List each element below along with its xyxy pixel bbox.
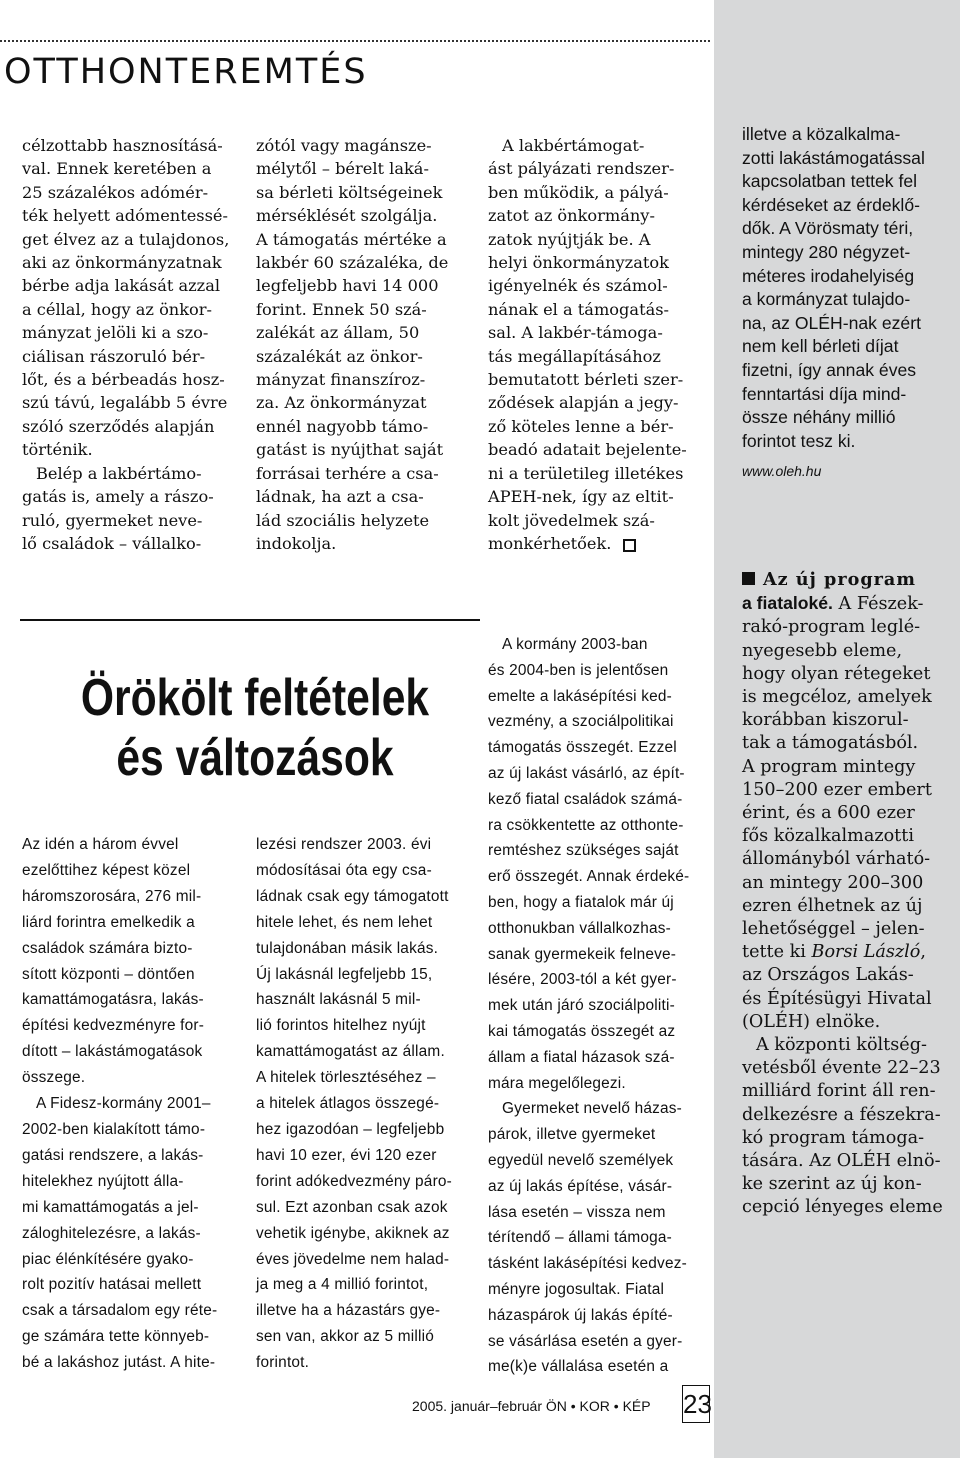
article-line: csak a társadalom egy réte- bbox=[22, 1302, 218, 1320]
article-line: 2002-ben kialakított támo- bbox=[22, 1120, 206, 1138]
article-line: Belép a lakbértámo- bbox=[36, 463, 202, 483]
article-line: ennél nagyobb támo- bbox=[256, 416, 429, 436]
article-line: Gyermeket nevelő házas- bbox=[502, 1100, 682, 1118]
article-line: forintot. bbox=[256, 1354, 310, 1372]
sidebar-line: 150–200 ezer embert bbox=[742, 779, 932, 800]
article-line: zatot az önkormány- bbox=[488, 206, 655, 226]
article-line: bérbe adja lakását azzal bbox=[22, 276, 221, 296]
article-line: sanak gyermekeik felneve- bbox=[488, 945, 677, 963]
sidebar-line: fenntartási díja mind- bbox=[742, 383, 907, 404]
article-line: ben működik, a pályá- bbox=[488, 182, 669, 202]
article-line: egyedül nevelő személyek bbox=[488, 1151, 674, 1169]
sidebar-line: korábban kiszorul- bbox=[742, 710, 909, 731]
sidebar-column-bottom bbox=[742, 568, 956, 1220]
article-line: tás megállapításához bbox=[488, 346, 661, 366]
article-line: APEH-nek, így az eltit- bbox=[488, 487, 674, 507]
sidebar-name-line bbox=[742, 941, 956, 964]
sidebar-line: fős közalkalmazotti bbox=[742, 826, 914, 847]
article-line: összege. bbox=[22, 1069, 86, 1087]
article-line: A lakbértámogat- bbox=[502, 136, 645, 155]
sidebar-line: ezren élhetnek az új bbox=[742, 895, 923, 916]
article-line: sított központi – döntően bbox=[22, 965, 195, 983]
sidebar-line: és Építésügyi Hivatal bbox=[742, 988, 932, 1009]
sidebar-line: is megcéloz, amelyek bbox=[742, 687, 932, 708]
article-line: éves jövedelme nem halad- bbox=[256, 1250, 450, 1268]
article-column-1-top bbox=[22, 134, 232, 555]
article-line: ben, hogy a fiatalok már új bbox=[488, 893, 674, 911]
sidebar-line: tására. Az OLÉH elnö- bbox=[742, 1151, 941, 1172]
article-line: és 2004-ben is jelentősen bbox=[488, 661, 669, 679]
end-of-article-square-icon bbox=[623, 539, 636, 552]
sidebar-subhead-line-2 bbox=[742, 592, 956, 616]
sidebar-line: milliárd forint áll ren- bbox=[742, 1081, 936, 1102]
article-line: helyi önkormányzatok bbox=[488, 253, 669, 273]
sidebar-subhead: Az új program bbox=[763, 569, 916, 590]
sidebar-line: vetésből évente 22–23 bbox=[742, 1058, 941, 1079]
article-line: hitelekhez nyújtott állа- bbox=[22, 1172, 184, 1190]
sidebar-line: zotti lakástámogatással bbox=[742, 147, 925, 168]
sidebar-line: állományból várható- bbox=[742, 849, 931, 870]
article-line: sa bérleti költségeinek bbox=[256, 182, 443, 202]
sidebar-line: kó program támoga- bbox=[742, 1127, 925, 1148]
article-line: ja meg a 4 millió forintot, bbox=[256, 1276, 429, 1294]
sidebar-line: kérdéseket az érdeklő- bbox=[742, 194, 920, 215]
sidebar-line: forintot tesz ki. bbox=[742, 430, 856, 451]
sidebar-line: delkezésre a fészekra- bbox=[742, 1104, 941, 1125]
article-line: se vásárlása esetén a gyer- bbox=[488, 1332, 683, 1350]
article-line: monkérhetőek. bbox=[488, 533, 612, 553]
article-line: bé a lakáshoz jutást. A hite- bbox=[22, 1354, 216, 1372]
article-line: igényelnék és számol- bbox=[488, 276, 668, 296]
article-line: kamattámogatást az állam. bbox=[256, 1043, 445, 1061]
article-line: gatás is, amely a rászo- bbox=[22, 487, 214, 507]
article-line: zatok nyújtják be. A bbox=[488, 229, 651, 249]
article-line: házaspárok új lakás építé- bbox=[488, 1306, 673, 1324]
article-line: párok, illetve gyermeket bbox=[488, 1126, 656, 1144]
headline-rule bbox=[20, 619, 480, 621]
article-column-1-bottom bbox=[22, 832, 234, 1376]
article-line: záloghitelezésre, a lakás- bbox=[22, 1224, 201, 1242]
article-line: ményre jogosultak. Fiatal bbox=[488, 1280, 665, 1298]
article-line: forint. Ennek 50 szá- bbox=[256, 299, 427, 319]
article-line: százalékát az önkor- bbox=[256, 346, 423, 366]
article-line: val. Ennek keretében a bbox=[22, 159, 212, 179]
sidebar-line: ke szerint az új kon- bbox=[742, 1174, 922, 1195]
article-line: az új lakást vásárló, az épít- bbox=[488, 764, 685, 782]
article-line: lió forintos hitelhez nyújt bbox=[256, 1017, 426, 1035]
sidebar-line: kapcsolatban tettek fel bbox=[742, 171, 918, 192]
article-line: remtéshez szükséges saját bbox=[488, 842, 679, 860]
article-line: ciálisan rászoruló bér- bbox=[22, 346, 206, 366]
article-line: módosításai óta egy csa- bbox=[256, 861, 432, 879]
article-line: ződések alapján a jegy- bbox=[488, 393, 679, 413]
sidebar-name-post: , bbox=[920, 942, 926, 963]
article-line: sal. A lakbér-támoga- bbox=[488, 323, 663, 343]
sidebar-line: érint, és a 600 ezer bbox=[742, 803, 915, 824]
article-line: mányzat jelöli ki a szo- bbox=[22, 323, 209, 343]
article-line: aki az önkormányzatnak bbox=[22, 253, 222, 273]
sidebar-line: A program mintegy bbox=[742, 756, 916, 777]
article-line: kai támogatás összegét az bbox=[488, 1022, 676, 1040]
sidebar-line: a kormányzat tulajdo- bbox=[742, 289, 911, 310]
article-line: bemutatott bérleti szer- bbox=[488, 370, 684, 390]
sidebar-line: A központi költség- bbox=[756, 1035, 927, 1056]
article-line: mára megelőlegezi. bbox=[488, 1074, 626, 1092]
article-line: mélytől – bérelt laká- bbox=[256, 159, 429, 179]
article-line: mányzat finanszíroz- bbox=[256, 370, 426, 390]
article-line: szú távú, legalább 5 évre bbox=[22, 393, 228, 413]
article-line: illetve ha a házastárs gye- bbox=[256, 1302, 441, 1320]
article-line: ezelőttihez képest közel bbox=[22, 861, 191, 879]
article-line: szóló szerződés alapján bbox=[22, 416, 215, 436]
sidebar-line: az Országos Lakás- bbox=[742, 965, 914, 986]
article-line: tulajdonában másik lakás. bbox=[256, 939, 439, 957]
article-line: vezmény, a szociálpolitikai bbox=[488, 713, 674, 731]
article-line: sen van, akkor az 5 millió bbox=[256, 1328, 434, 1346]
article-line: indokolja. bbox=[256, 533, 337, 553]
article-line: lása esetén – vissza nem bbox=[488, 1203, 666, 1221]
footer-text: 2005. január–február ÖN • KOR • KÉP bbox=[412, 1398, 651, 1414]
article-line: za. Az önkormányzat bbox=[256, 393, 427, 413]
article-line: A támogatás mértéke a bbox=[256, 229, 447, 249]
article-line: me(k)e vállalása esetén a bbox=[488, 1358, 669, 1376]
article-line: ást pályázati rendszer- bbox=[488, 159, 675, 179]
article-line: get élvez az a tulajdonos, bbox=[22, 229, 230, 249]
article-line: Az idén a három évvel bbox=[22, 836, 179, 853]
article-line: mérséklését szolgálja. bbox=[256, 206, 438, 226]
article-line: tásként lakásépítési kedvez- bbox=[488, 1255, 687, 1273]
article-column-3-bottom bbox=[488, 632, 704, 1380]
sidebar-line: tak a támogatásból. bbox=[742, 733, 919, 754]
article-line: hez igazodóan – legfeljebb bbox=[256, 1120, 445, 1138]
article-line: háromszorosára, 276 mil- bbox=[22, 887, 202, 905]
sidebar-subhead-line bbox=[742, 568, 956, 592]
sidebar-line: lehetőséggel – jelen- bbox=[742, 919, 925, 940]
sidebar-line: illetve a közalkalma- bbox=[742, 124, 901, 144]
page-number: 23 bbox=[682, 1385, 710, 1423]
article-line: térítendő – állami támoga- bbox=[488, 1229, 672, 1247]
article-line: történik. bbox=[22, 440, 93, 460]
article-line: lésére, 2003-tól a két gyer- bbox=[488, 971, 677, 989]
article-line: Új lakásnál legfeljebb 15, bbox=[256, 965, 433, 983]
article-line: zalékát az állam, 50 bbox=[256, 323, 420, 343]
article-line: a céllal, hogy az önkor- bbox=[22, 299, 212, 319]
article-line: forint adókedvezmény páro- bbox=[256, 1172, 452, 1190]
sidebar-line: össze néhány millió bbox=[742, 407, 896, 428]
article-line: erő összegét. Annak érdeké- bbox=[488, 868, 690, 886]
article-line: a hitelek átlagos összegé- bbox=[256, 1095, 440, 1113]
article-line: lezési rendszer 2003. évi bbox=[256, 836, 432, 853]
article-line: emelte a lakásépítési ked- bbox=[488, 687, 672, 705]
sidebar-line: rakó-program leglé- bbox=[742, 617, 921, 638]
article-line: ni a területileg illetékes bbox=[488, 463, 684, 483]
article-line: ládnak csak egy támogatott bbox=[256, 887, 449, 905]
section-title: OTTHONTEREMTÉS bbox=[4, 52, 368, 92]
sidebar-line: cepció lényeges eleme bbox=[742, 1197, 943, 1218]
article-line: 25 százalékos adómér- bbox=[22, 182, 209, 202]
article-line: otthonukban vállalkozhas- bbox=[488, 919, 671, 937]
article-line: dított – lakástámogatások bbox=[22, 1043, 203, 1061]
article-line: célzottabb hasznosításá- bbox=[22, 136, 223, 155]
article-line: kolt jövedelmek szá- bbox=[488, 510, 655, 530]
sidebar-line: nyegesebb eleme, bbox=[742, 640, 903, 661]
sidebar-name-pre: tette ki bbox=[742, 942, 812, 963]
article-line: A hitelek törlesztéséhez – bbox=[256, 1069, 436, 1087]
sidebar-line: an mintegy 200–300 bbox=[742, 872, 924, 893]
dotted-separator bbox=[0, 40, 710, 42]
person-name: Borsi László bbox=[811, 942, 921, 963]
article-headline bbox=[62, 668, 447, 788]
article-line: rolt pozitív hatásai mellett bbox=[22, 1276, 202, 1294]
article-line: mek után járó szociálpoliti- bbox=[488, 997, 675, 1015]
article-line: családok számára bizto- bbox=[22, 939, 193, 957]
article-line: zótól vagy magánsze- bbox=[256, 136, 432, 155]
article-line: mi kamattámogatás a jel- bbox=[22, 1198, 199, 1216]
sidebar-first-text: A Fészek- bbox=[832, 594, 924, 615]
sidebar-line: hogy olyan rétegeket bbox=[742, 663, 931, 684]
article-line: beadó adatait bejelente- bbox=[488, 440, 687, 460]
sidebar-subhead-2: a fiataloké. bbox=[742, 593, 833, 614]
article-line: lád szociális helyzete bbox=[256, 510, 430, 530]
sidebar-line: mintegy 280 négyzet- bbox=[742, 241, 911, 262]
article-line: ték helyett adómentessé- bbox=[22, 206, 228, 226]
article-line: ző köteles lenne a bér- bbox=[488, 416, 674, 436]
article-line: ra csökkentette az otthonte- bbox=[488, 816, 684, 834]
article-line: havi 10 ezer, évi 120 ezer bbox=[256, 1146, 437, 1164]
article-line: vehetik igénybe, akiknek az bbox=[256, 1224, 450, 1242]
article-line: liárd forintra emelkedik a bbox=[22, 913, 195, 931]
sidebar-line: nem kell bérleti díjat bbox=[742, 336, 899, 357]
sidebar-column-top bbox=[742, 123, 956, 484]
sidebar-line: na, az OLÉH-nak ezért bbox=[742, 312, 921, 333]
article-line: lő családok – vállalko- bbox=[22, 533, 202, 553]
article-column-2-bottom bbox=[256, 832, 471, 1376]
article-column-2-top bbox=[256, 134, 471, 555]
article-line: kamattámogatásra, lakás- bbox=[22, 991, 204, 1009]
article-line: ruló, gyermeket neve- bbox=[22, 510, 203, 530]
sidebar-line: (OLÉH) elnöke. bbox=[742, 1011, 881, 1032]
article-line: ládnak, ha azt a csa- bbox=[256, 487, 424, 507]
article-line: állam a fiatal házasok szá- bbox=[488, 1048, 675, 1066]
article-line: építési kedvezményre for- bbox=[22, 1017, 205, 1035]
article-line: A Fidesz-kormány 2001– bbox=[36, 1095, 211, 1113]
headline-line-1: Örökölt feltételek bbox=[80, 669, 430, 727]
sidebar-line: dők. A Vörösmaty téri, bbox=[742, 218, 914, 239]
article-line: gatási rendszere, a lakás- bbox=[22, 1146, 204, 1164]
article-line: ge számára tette könnyeb- bbox=[22, 1328, 210, 1346]
article-line: hitele lehet, és nem lehet bbox=[256, 913, 433, 931]
article-line: nának el a támogatás- bbox=[488, 299, 670, 319]
article-line: legfeljebb havi 14 000 bbox=[256, 276, 439, 296]
article-line: forrásai terhére a csa- bbox=[256, 463, 439, 483]
article-line: kező fiatal családok számá- bbox=[488, 790, 683, 808]
article-line: gatást is nyújthat saját bbox=[256, 440, 444, 460]
article-line: A kormány 2003-ban bbox=[502, 636, 648, 653]
article-line: lakbér 60 százaléka, de bbox=[256, 253, 449, 273]
article-column-3-top bbox=[488, 134, 703, 555]
sidebar-line: fizetni, így annak éves bbox=[742, 359, 917, 380]
article-line: piac élénkítésére gyako- bbox=[22, 1250, 194, 1268]
filled-square-bullet-icon bbox=[742, 572, 755, 585]
article-line: használt lakásnál 5 mil- bbox=[256, 991, 421, 1009]
sidebar-url: www.oleh.hu bbox=[742, 463, 822, 480]
article-line: lőt, és a bérbeadás hosz- bbox=[22, 370, 225, 390]
article-line: az új lakás építése, vásár- bbox=[488, 1177, 673, 1195]
article-line: sul. Ezt azonban csak azok bbox=[256, 1198, 448, 1216]
article-line: támogatás összegét. Ezzel bbox=[488, 739, 677, 757]
headline-line-2: és változások bbox=[116, 729, 394, 787]
sidebar-line: méteres irodahelyiség bbox=[742, 265, 915, 286]
